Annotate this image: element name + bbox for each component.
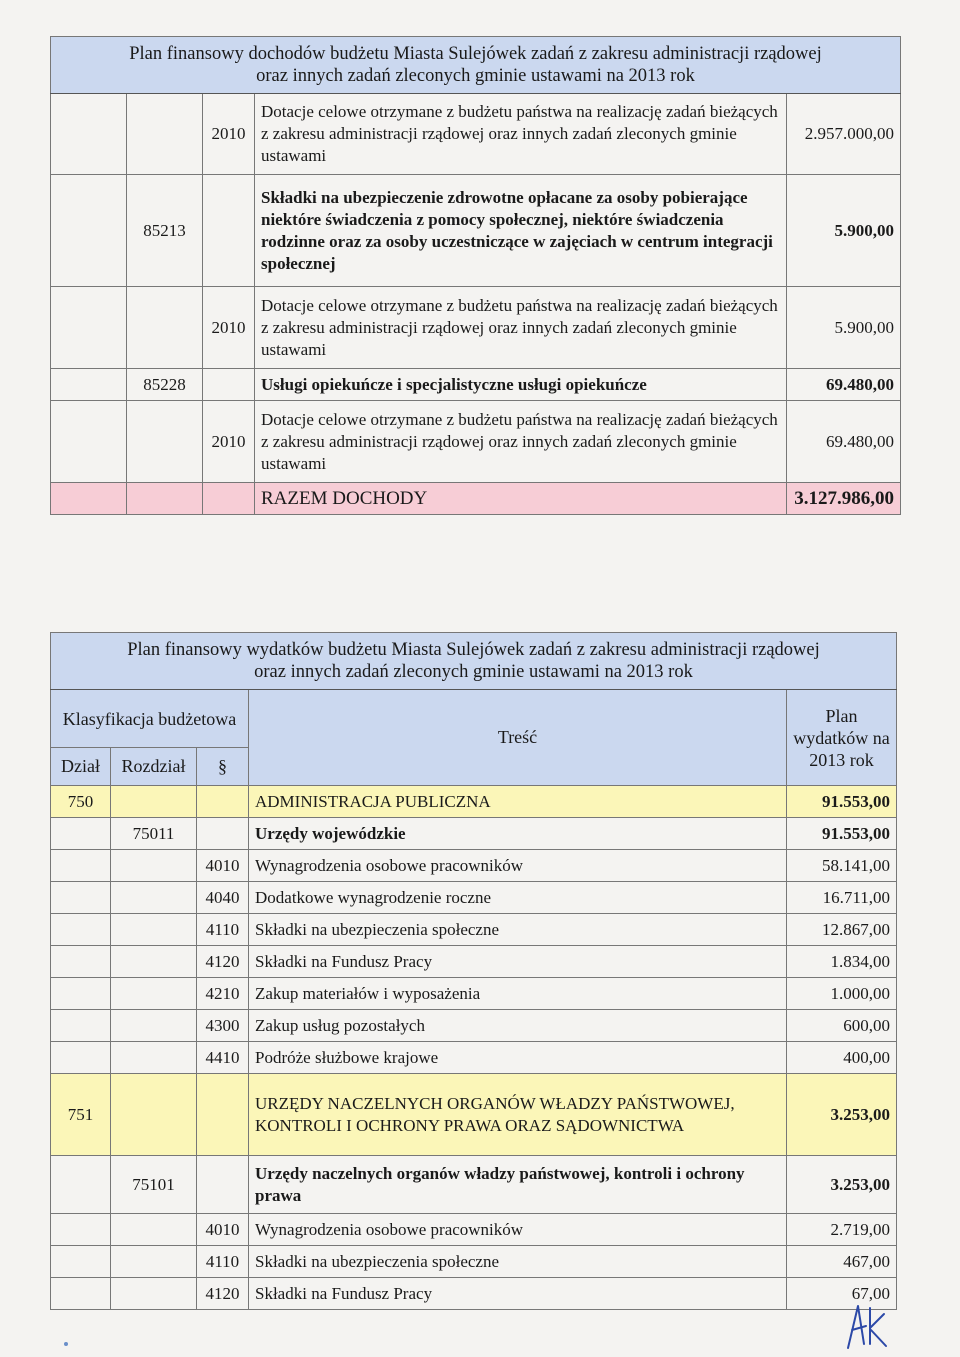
amount-cell: 1.000,00 bbox=[787, 978, 897, 1010]
table-row bbox=[51, 1010, 897, 1042]
rozdzial-cell bbox=[111, 1010, 197, 1042]
total-empty-cell bbox=[51, 483, 127, 515]
rozdzial-cell bbox=[111, 850, 197, 882]
expense-title-line1: Plan finansowy wydatków budżetu Miasta Sulejówek zadań z zakresu administracji rządowej bbox=[127, 640, 820, 660]
header-row bbox=[51, 690, 897, 748]
expense-title-line2: oraz innych zadań zleconych gminie ustawami na 2013 rok bbox=[254, 662, 693, 682]
amount-cell: 69.480,00 bbox=[787, 369, 901, 401]
paragraf-cell: 4110 bbox=[197, 1246, 249, 1278]
table-row bbox=[51, 882, 897, 914]
rozdzial-cell bbox=[127, 94, 203, 175]
table-row bbox=[51, 1042, 897, 1074]
amount-cell: 2.719,00 bbox=[787, 1214, 897, 1246]
amount-cell: 69.480,00 bbox=[787, 401, 901, 483]
description-cell: Podróże służbowe krajowe bbox=[249, 1042, 787, 1074]
total-label: RAZEM DOCHODY bbox=[255, 483, 787, 515]
paragraf-cell bbox=[203, 175, 255, 287]
rozdzial-cell bbox=[111, 1042, 197, 1074]
paragraf-cell: 4120 bbox=[197, 946, 249, 978]
description-cell: Dotacje celowe otrzymane z budżetu państwa na realizację zadań bieżących z zakresu administracji rządowej oraz innych zadań zleconych gminie ustawami bbox=[255, 94, 787, 175]
paragraf-cell: 4300 bbox=[197, 1010, 249, 1042]
rozdzial-cell bbox=[111, 1214, 197, 1246]
rozdzial-cell bbox=[111, 1278, 197, 1310]
dzial-cell bbox=[51, 1156, 111, 1214]
paragraf-cell bbox=[197, 1074, 249, 1156]
description-cell: Urzędy wojewódzkie bbox=[249, 818, 787, 850]
table-row bbox=[51, 786, 897, 818]
amount-cell: 400,00 bbox=[787, 1042, 897, 1074]
amount-cell: 16.711,00 bbox=[787, 882, 897, 914]
dzial-cell bbox=[51, 914, 111, 946]
paragraf-cell: 4410 bbox=[197, 1042, 249, 1074]
paragraf-cell: 2010 bbox=[203, 401, 255, 483]
dzial-cell bbox=[51, 882, 111, 914]
dzial-cell bbox=[51, 818, 111, 850]
table-row bbox=[51, 1156, 897, 1214]
rozdzial-cell bbox=[111, 946, 197, 978]
table-row bbox=[51, 401, 901, 483]
handwritten-signature bbox=[844, 1300, 896, 1352]
dzial-cell bbox=[51, 401, 127, 483]
table-row bbox=[51, 1246, 897, 1278]
paragraf-cell bbox=[197, 1156, 249, 1214]
dzial-cell bbox=[51, 287, 127, 369]
paragraf-cell: 4040 bbox=[197, 882, 249, 914]
description-cell: ADMINISTRACJA PUBLICZNA bbox=[249, 786, 787, 818]
amount-cell: 5.900,00 bbox=[787, 175, 901, 287]
total-row bbox=[51, 483, 901, 515]
plan-header: Plan wydatków na 2013 rok bbox=[787, 690, 897, 786]
rozdzial-cell bbox=[111, 1074, 197, 1156]
rozdzial-cell: 85228 bbox=[127, 369, 203, 401]
description-cell: Dotacje celowe otrzymane z budżetu państwa na realizację zadań bieżących z zakresu administracji rządowej oraz innych zadań zleconych gminie ustawami bbox=[255, 401, 787, 483]
table-row bbox=[51, 369, 901, 401]
description-cell: Składki na ubezpieczenie zdrowotne opłacane za osoby pobierające niektóre świadczenia z pomocy społecznej, niektóre świadczenia rodzinne oraz za osoby uczestniczące w zajęciach w centrum integracji społecznej bbox=[255, 175, 787, 287]
rozdzial-cell bbox=[111, 978, 197, 1010]
dzial-cell bbox=[51, 1278, 111, 1310]
amount-cell: 91.553,00 bbox=[787, 818, 897, 850]
amount-cell: 2.957.000,00 bbox=[787, 94, 901, 175]
description-cell: URZĘDY NACZELNYCH ORGANÓW WŁADZY PAŃSTWOWEJ, KONTROLI I OCHRONY PRAWA ORAZ SĄDOWNICTWA bbox=[249, 1074, 787, 1156]
description-cell: Zakup materiałów i wyposażenia bbox=[249, 978, 787, 1010]
scan-dot bbox=[64, 1342, 68, 1346]
rozdzial-cell bbox=[127, 287, 203, 369]
paragraf-cell bbox=[197, 818, 249, 850]
amount-cell: 5.900,00 bbox=[787, 287, 901, 369]
income-title-line2: oraz innych zadań zleconych gminie ustawami na 2013 rok bbox=[256, 66, 695, 86]
table-row bbox=[51, 850, 897, 882]
description-cell: Zakup usług pozostałych bbox=[249, 1010, 787, 1042]
amount-cell: 67,00 bbox=[787, 1278, 897, 1310]
dzial-cell: 750 bbox=[51, 786, 111, 818]
rozdzial-cell bbox=[111, 786, 197, 818]
rozdzial-cell: 85213 bbox=[127, 175, 203, 287]
description-cell: Wynagrodzenia osobowe pracowników bbox=[249, 1214, 787, 1246]
amount-cell: 58.141,00 bbox=[787, 850, 897, 882]
tresc-header: Treść bbox=[249, 690, 787, 786]
description-cell: Wynagrodzenia osobowe pracowników bbox=[249, 850, 787, 882]
dzial-cell bbox=[51, 175, 127, 287]
description-cell: Dotacje celowe otrzymane z budżetu państwa na realizację zadań bieżących z zakresu administracji rządowej oraz innych zadań zleconych gminie ustawami bbox=[255, 287, 787, 369]
paragraf-cell: 4010 bbox=[197, 1214, 249, 1246]
rozdzial-cell bbox=[111, 1246, 197, 1278]
description-cell: Usługi opiekuńcze i specjalistyczne usługi opiekuńcze bbox=[255, 369, 787, 401]
description-cell: Urzędy naczelnych organów władzy państwowej, kontroli i ochrony prawa bbox=[249, 1156, 787, 1214]
rozdzial-cell bbox=[111, 882, 197, 914]
klasyfikacja-header: Klasyfikacja budżetowa bbox=[51, 690, 249, 748]
paragraf-cell: 4210 bbox=[197, 978, 249, 1010]
total-empty-cell bbox=[127, 483, 203, 515]
table-row bbox=[51, 818, 897, 850]
table-row bbox=[51, 287, 901, 369]
dzial-cell bbox=[51, 978, 111, 1010]
expense-title-row bbox=[51, 633, 897, 690]
rozdzial-cell bbox=[127, 401, 203, 483]
dzial-cell bbox=[51, 1042, 111, 1074]
dzial-cell bbox=[51, 946, 111, 978]
table-row bbox=[51, 946, 897, 978]
dzial-cell bbox=[51, 1214, 111, 1246]
paragraf-header: § bbox=[197, 748, 249, 786]
dzial-cell: 751 bbox=[51, 1074, 111, 1156]
amount-cell: 467,00 bbox=[787, 1246, 897, 1278]
amount-cell: 600,00 bbox=[787, 1010, 897, 1042]
description-cell: Składki na ubezpieczenia społeczne bbox=[249, 1246, 787, 1278]
paragraf-cell bbox=[197, 786, 249, 818]
table-row bbox=[51, 1278, 897, 1310]
total-empty-cell bbox=[203, 483, 255, 515]
description-cell: Składki na Fundusz Pracy bbox=[249, 1278, 787, 1310]
description-cell: Składki na ubezpieczenia społeczne bbox=[249, 914, 787, 946]
paragraf-cell: 4110 bbox=[197, 914, 249, 946]
income-title-row bbox=[51, 37, 901, 94]
expense-title bbox=[51, 633, 897, 690]
dzial-cell bbox=[51, 94, 127, 175]
dzial-cell bbox=[51, 1246, 111, 1278]
rozdzial-cell bbox=[111, 914, 197, 946]
table-row bbox=[51, 175, 901, 287]
rozdzial-cell: 75101 bbox=[111, 1156, 197, 1214]
rozdzial-header: Rozdział bbox=[111, 748, 197, 786]
paragraf-cell bbox=[203, 369, 255, 401]
income-plan-table bbox=[50, 36, 901, 515]
income-title bbox=[51, 37, 901, 94]
amount-cell: 12.867,00 bbox=[787, 914, 897, 946]
dzial-cell bbox=[51, 1010, 111, 1042]
amount-cell: 3.253,00 bbox=[787, 1074, 897, 1156]
table-row bbox=[51, 1214, 897, 1246]
paragraf-cell: 4120 bbox=[197, 1278, 249, 1310]
dzial-cell bbox=[51, 369, 127, 401]
table-row bbox=[51, 1074, 897, 1156]
amount-cell: 91.553,00 bbox=[787, 786, 897, 818]
expense-plan-table bbox=[50, 632, 897, 1310]
paragraf-cell: 2010 bbox=[203, 287, 255, 369]
table-row bbox=[51, 914, 897, 946]
amount-cell: 1.834,00 bbox=[787, 946, 897, 978]
description-cell: Składki na Fundusz Pracy bbox=[249, 946, 787, 978]
description-cell: Dodatkowe wynagrodzenie roczne bbox=[249, 882, 787, 914]
total-amount: 3.127.986,00 bbox=[787, 483, 901, 515]
paragraf-cell: 2010 bbox=[203, 94, 255, 175]
amount-cell: 3.253,00 bbox=[787, 1156, 897, 1214]
table-row bbox=[51, 94, 901, 175]
paragraf-cell: 4010 bbox=[197, 850, 249, 882]
dzial-cell bbox=[51, 850, 111, 882]
rozdzial-cell: 75011 bbox=[111, 818, 197, 850]
income-title-line1: Plan finansowy dochodów budżetu Miasta Sulejówek zadań z zakresu administracji rządowej bbox=[129, 44, 822, 64]
table-row bbox=[51, 978, 897, 1010]
dzial-header: Dział bbox=[51, 748, 111, 786]
